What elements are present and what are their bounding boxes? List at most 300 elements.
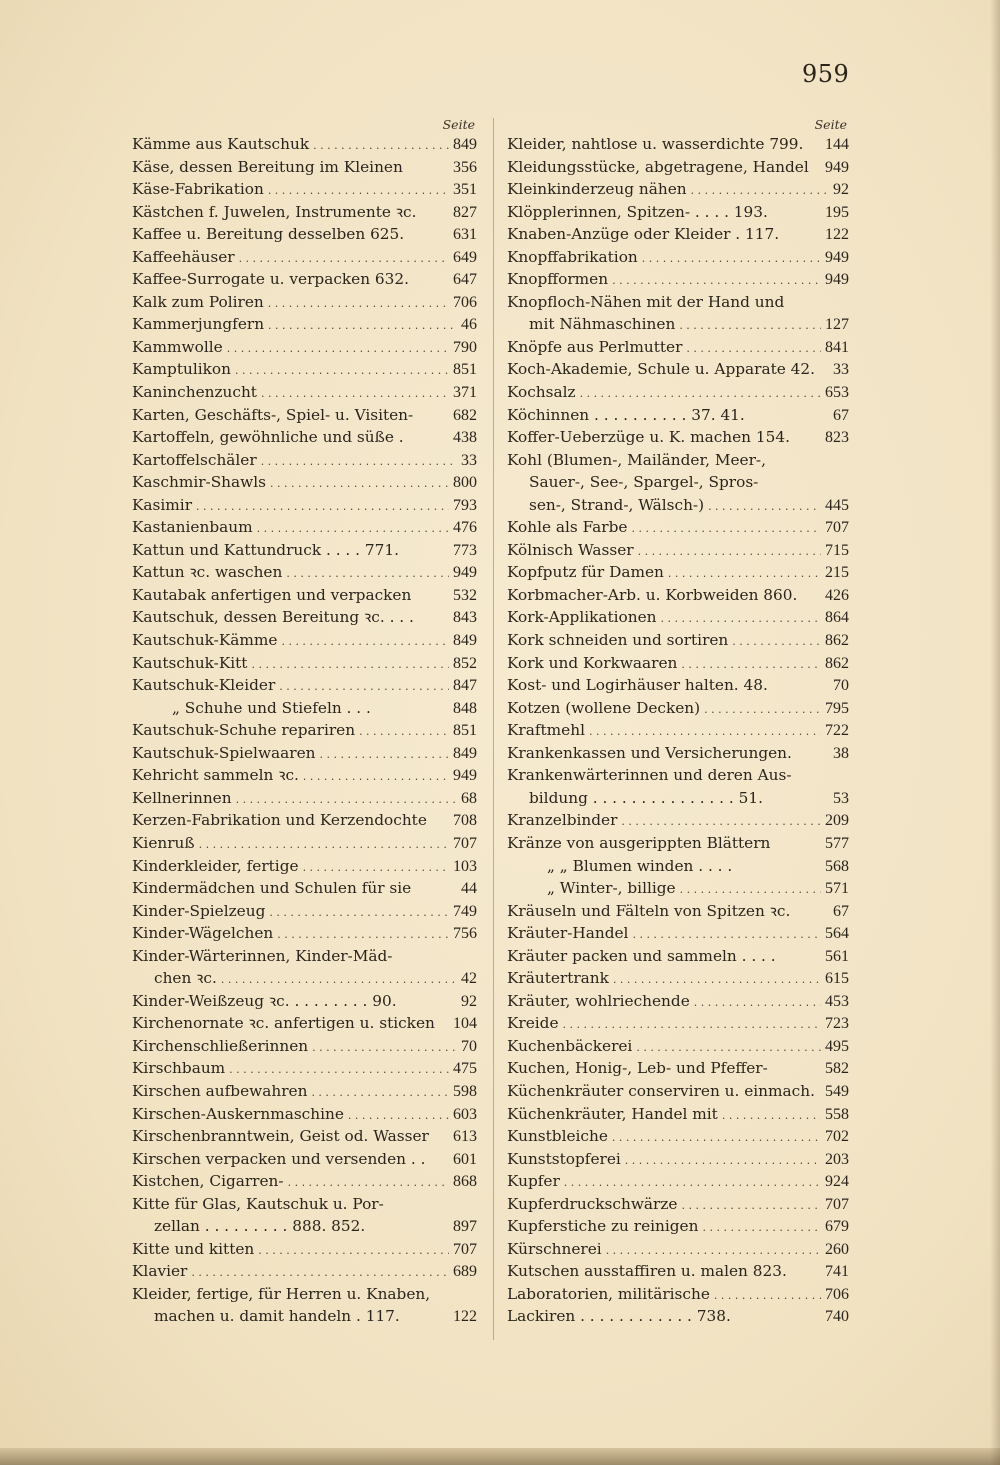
- entry-term: Kautschuk-Kleider: [132, 676, 276, 695]
- entry-term: Knopfloch-Nähen mit der Hand und: [507, 292, 785, 311]
- entry-term: Kreide: [507, 1014, 559, 1033]
- entry-term: Kräuter, wohlriechende: [507, 991, 690, 1010]
- page-reference: 67: [833, 902, 849, 920]
- dot-leader: [679, 313, 821, 336]
- index-entry: [507, 561, 849, 584]
- entry-term: Kupferstiche zu reinigen: [507, 1217, 699, 1236]
- index-entry: [507, 1148, 849, 1171]
- dot-leader: [613, 967, 821, 990]
- dot-leader: [691, 178, 829, 201]
- page-reference: 679: [825, 1218, 849, 1236]
- dot-leader: [702, 1215, 821, 1238]
- index-entry: [507, 1012, 849, 1035]
- entry-term: „ Winter-, billige: [547, 879, 676, 898]
- page-reference: 127: [825, 316, 849, 334]
- page-reference: 215: [825, 564, 849, 582]
- entry-term: Kellnerinnen: [132, 788, 232, 807]
- index-entry: [507, 1283, 849, 1306]
- entry-term: Krankenkassen und Versicherungen.: [507, 743, 792, 762]
- page-reference: 702: [825, 1128, 849, 1146]
- index-entry: [132, 539, 477, 562]
- dot-leader: [236, 787, 457, 810]
- page-reference: 104: [453, 1015, 477, 1033]
- index-entry: [132, 742, 477, 765]
- dot-leader: [268, 178, 449, 201]
- index-entry: [507, 449, 849, 472]
- page-reference: 689: [453, 1263, 477, 1281]
- entry-term: Kutschen ausstaffiren u. malen 823.: [507, 1262, 787, 1281]
- index-entry: [507, 1238, 849, 1261]
- page-reference: 868: [453, 1173, 477, 1191]
- column-header-seite: Seite: [814, 117, 847, 132]
- page-reference: 568: [825, 857, 849, 875]
- page-reference: 848: [453, 699, 477, 717]
- entry-term: Kitte und kitten: [132, 1239, 255, 1258]
- entry-term: Kunststopferei: [507, 1149, 621, 1168]
- index-entry: [132, 652, 477, 675]
- entry-term: Kinder-Spielzeug: [132, 901, 266, 920]
- column-header-seite: Seite: [442, 117, 475, 132]
- page-reference: 740: [825, 1308, 849, 1326]
- page-reference: 800: [453, 474, 477, 492]
- entry-term: Kirschenbranntwein, Geist od. Wasser: [132, 1127, 429, 1146]
- entry-term: Küchenkräuter conserviren u. einmach.: [507, 1081, 815, 1100]
- entry-term: Kautschuk, dessen Bereitung ꝛc. . . .: [132, 608, 414, 627]
- dot-leader: [196, 494, 449, 517]
- index-entry: [507, 178, 849, 201]
- page-reference: 862: [825, 654, 849, 672]
- index-entry: [507, 1080, 849, 1103]
- index-entry: [132, 313, 477, 336]
- page-reference: 949: [825, 158, 849, 176]
- dot-leader: [722, 1103, 821, 1126]
- page-reference: 741: [825, 1263, 849, 1281]
- index-entry: [507, 674, 849, 697]
- entry-term: Kasimir: [132, 495, 192, 514]
- dot-leader: [279, 674, 449, 697]
- entry-term: Kistchen, Cigarren-: [132, 1172, 284, 1191]
- index-entry: [507, 967, 849, 990]
- index-entry: [507, 719, 849, 742]
- page-reference: 598: [453, 1082, 477, 1100]
- index-entry: [507, 516, 849, 539]
- dot-leader: [312, 1035, 457, 1058]
- index-entry: [132, 426, 477, 449]
- page-reference: 841: [825, 338, 849, 356]
- dot-leader: [229, 1057, 449, 1080]
- entry-term: Kautschuk-Kitt: [132, 653, 248, 672]
- page-reference: 426: [825, 586, 849, 604]
- entry-term: Kräutertrank: [507, 969, 609, 988]
- index-entry: [507, 268, 849, 291]
- entry-term: Kirschen verpacken und versenden . .: [132, 1149, 426, 1168]
- index-entry: [132, 494, 477, 517]
- index-entry: [132, 1283, 477, 1306]
- dot-leader: [268, 313, 457, 336]
- entry-term: Kirschbaum: [132, 1059, 226, 1078]
- page-reference: 706: [825, 1285, 849, 1303]
- page-reference: 773: [453, 541, 477, 559]
- page-reference: 723: [825, 1015, 849, 1033]
- entry-term: Koffer-Ueberzüge u. K. machen 154.: [507, 428, 790, 447]
- page-reference: 949: [825, 271, 849, 289]
- entry-term: Sauer-, See-, Spargel-, Spros-: [529, 473, 759, 492]
- entry-term: mit Nähmaschinen: [529, 315, 676, 334]
- page-reference: 707: [825, 519, 849, 537]
- dot-leader: [681, 652, 821, 675]
- index-entry: [507, 1305, 849, 1328]
- index-entry: [507, 742, 849, 765]
- index-entry: [507, 381, 849, 404]
- page-reference: 849: [453, 632, 477, 650]
- page-reference: 351: [453, 181, 477, 199]
- page-reference: 864: [825, 609, 849, 627]
- entry-term: Kleider, fertige, für Herren u. Knaben,: [132, 1284, 431, 1303]
- entry-term: Kleider, nahtlose u. wasserdichte 799.: [507, 135, 804, 153]
- entry-term: Kinder-Weißzeug ꝛc. . . . . . . . . 90.: [132, 991, 397, 1010]
- index-entry: [132, 223, 477, 246]
- entry-term: Kirchenschließerinnen: [132, 1036, 309, 1055]
- index-entry: [132, 1215, 477, 1238]
- dot-leader: [612, 268, 821, 291]
- entry-term: Küchenkräuter, Handel mit: [507, 1104, 718, 1123]
- page-reference: 92: [833, 181, 849, 199]
- page-reference: 851: [453, 361, 477, 379]
- page-reference: 707: [825, 1195, 849, 1213]
- index-entry: [507, 201, 849, 224]
- entry-term: Knaben-Anzüge oder Kleider . 117.: [507, 225, 780, 244]
- page-reference: 647: [453, 271, 477, 289]
- entry-term: Kienruß: [132, 833, 195, 852]
- entry-term: Kochsalz: [507, 383, 576, 402]
- page-reference: 549: [825, 1082, 849, 1100]
- page-reference: 613: [453, 1128, 477, 1146]
- entry-term: Kehricht sammeln ꝛc.: [132, 766, 299, 785]
- entry-term: Kattun ꝛc. waschen: [132, 563, 283, 582]
- index-entry: [507, 291, 849, 314]
- page-reference: 144: [825, 136, 849, 153]
- dot-leader: [281, 629, 449, 652]
- dot-leader: [636, 1035, 821, 1058]
- dot-leader: [621, 809, 821, 832]
- index-entry: [507, 223, 849, 246]
- entry-term: Kinder-Wärterinnen, Kinder-Mäd-: [132, 946, 393, 965]
- page-reference: 949: [825, 248, 849, 266]
- page-reference: 682: [453, 406, 477, 424]
- dot-leader: [668, 561, 821, 584]
- index-entry: [507, 584, 849, 607]
- page-reference: 601: [453, 1150, 477, 1168]
- page-reference: 577: [825, 834, 849, 852]
- entry-term: Kohl (Blumen-, Mailänder, Meer-,: [507, 450, 766, 469]
- entry-term: Kautschuk-Kämme: [132, 631, 278, 650]
- index-entry: [507, 855, 849, 878]
- dot-leader: [612, 1125, 821, 1148]
- page-reference: 707: [453, 834, 477, 852]
- page-reference: 453: [825, 992, 849, 1010]
- page-reference: 847: [453, 677, 477, 695]
- index-entry: [132, 246, 477, 269]
- index-entry: [132, 133, 477, 156]
- dot-leader: [251, 652, 449, 675]
- page-number: 959: [802, 60, 850, 88]
- dot-leader: [199, 832, 449, 855]
- entry-term: Kirschen aufbewahren: [132, 1081, 308, 1100]
- page-reference: 897: [453, 1218, 477, 1236]
- dot-leader: [313, 133, 449, 156]
- entry-term: Köchinnen . . . . . . . . . . 37. 41.: [507, 405, 745, 424]
- dot-leader: [680, 877, 821, 900]
- column-divider: [493, 118, 494, 1340]
- index-entry: [507, 1057, 849, 1080]
- entry-term: „ „ Blumen winden . . . .: [547, 856, 733, 875]
- index-entry: [132, 629, 477, 652]
- page-reference: 849: [453, 744, 477, 762]
- dot-leader: [227, 336, 449, 359]
- entry-term: Kräuter packen und sammeln . . . .: [507, 946, 776, 965]
- page-reference: 564: [825, 925, 849, 943]
- index-entry: [507, 1125, 849, 1148]
- page-reference: 653: [825, 384, 849, 402]
- index-entry: [507, 133, 849, 156]
- entry-term: Kirschen-Auskernmaschine: [132, 1104, 344, 1123]
- page-reference: 722: [825, 722, 849, 740]
- index-entry: [507, 652, 849, 675]
- dot-leader: [235, 358, 449, 381]
- index-entry: [132, 381, 477, 404]
- entry-term: Karten, Geschäfts-, Spiel- u. Visiten-: [132, 405, 414, 424]
- index-entry: [132, 809, 477, 832]
- index-entry: [507, 945, 849, 968]
- index-entry: [507, 404, 849, 427]
- index-entry: [132, 1260, 477, 1283]
- dot-leader: [589, 719, 821, 742]
- index-entry: [507, 1215, 849, 1238]
- entry-term: Kamptulikon: [132, 360, 231, 379]
- page-right-edge: [990, 0, 1000, 1465]
- entry-term: Klöpplerinnen, Spitzen- . . . . 193.: [507, 202, 768, 221]
- index-entry: [507, 246, 849, 269]
- entry-term: Kleidungsstücke, abgetragene, Handel: [507, 157, 809, 176]
- index-entry: [507, 313, 849, 336]
- page-reference: 827: [453, 203, 477, 221]
- index-entry: [507, 1260, 849, 1283]
- index-entry: [507, 156, 849, 179]
- entry-term: Kupfer: [507, 1172, 560, 1191]
- dot-leader: [694, 990, 821, 1013]
- page-reference: 209: [825, 812, 849, 830]
- dot-leader: [221, 967, 457, 990]
- page-reference: 849: [453, 136, 477, 153]
- entry-term: Laboratorien, militärische: [507, 1284, 710, 1303]
- entry-term: Kinderkleider, fertige: [132, 856, 299, 875]
- page-reference: 67: [833, 406, 849, 424]
- page-reference: 949: [453, 767, 477, 785]
- page-reference: 571: [825, 880, 849, 898]
- entry-term: Kämme aus Kautschuk: [132, 135, 310, 153]
- index-entry: [507, 1035, 849, 1058]
- index-entry: [132, 697, 477, 720]
- dot-leader: [625, 1148, 821, 1171]
- index-entry: [507, 471, 849, 494]
- page-reference: 582: [825, 1060, 849, 1078]
- page-reference: 603: [453, 1105, 477, 1123]
- entry-term: Kautschuk-Spielwaaren: [132, 743, 316, 762]
- entry-term: Kirchenornate ꝛc. anfertigen u. sticken: [132, 1014, 435, 1033]
- entry-term: zellan . . . . . . . . . 888. 852.: [154, 1217, 366, 1236]
- entry-term: Knopfformen: [507, 270, 609, 289]
- index-entry: [132, 358, 477, 381]
- entry-list-right: [507, 133, 849, 1328]
- entry-term: Kupferdruckschwärze: [507, 1194, 678, 1213]
- page-reference: 356: [453, 158, 477, 176]
- index-entry: [132, 178, 477, 201]
- entry-term: Koch-Akademie, Schule u. Apparate 42.: [507, 360, 815, 379]
- entry-term: Kohle als Farbe: [507, 518, 628, 537]
- dot-leader: [580, 381, 821, 404]
- dot-leader: [606, 1238, 821, 1261]
- entry-term: Kranzelbinder: [507, 811, 618, 830]
- index-entry: [132, 561, 477, 584]
- index-entry: [507, 336, 849, 359]
- page-reference: 795: [825, 699, 849, 717]
- entry-term: Käse-Fabrikation: [132, 180, 264, 199]
- index-entry: [132, 922, 477, 945]
- index-entry: [132, 1080, 477, 1103]
- entry-term: Kränze von ausgerippten Blättern: [507, 833, 771, 852]
- index-entry: [507, 832, 849, 855]
- entry-term: Klavier: [132, 1262, 188, 1281]
- page-reference: 924: [825, 1173, 849, 1191]
- entry-term: Kaffee u. Bereitung desselben 625.: [132, 225, 405, 244]
- index-entry: [132, 764, 477, 787]
- dot-leader: [277, 922, 449, 945]
- page-reference: 793: [453, 496, 477, 514]
- index-entry: [132, 1170, 477, 1193]
- index-entry: [132, 719, 477, 742]
- dot-leader: [303, 855, 449, 878]
- page-reference: 749: [453, 902, 477, 920]
- entry-term: Kuchen, Honig-, Leb- und Pfeffer-: [507, 1059, 768, 1078]
- entry-term: Lackiren . . . . . . . . . . . . 738.: [507, 1307, 731, 1326]
- index-entry: [132, 1193, 477, 1216]
- index-entry: [132, 967, 477, 990]
- page-reference: 852: [453, 654, 477, 672]
- entry-list-left: [132, 133, 477, 1328]
- entry-term: Kölnisch Wasser: [507, 540, 634, 559]
- index-entry: [507, 922, 849, 945]
- dot-leader: [288, 1170, 449, 1193]
- entry-term: Kautschuk-Schuhe repariren: [132, 721, 356, 740]
- entry-term: Krankenwärterinnen und deren Aus-: [507, 766, 792, 785]
- entry-term: Kürschnerei: [507, 1239, 602, 1258]
- entry-term: Kerzen-Fabrikation und Kerzendochte: [132, 811, 427, 830]
- entry-term: Kästchen f. Juwelen, Instrumente ꝛc.: [132, 202, 417, 221]
- page-reference: 790: [453, 338, 477, 356]
- entry-term: Kautabak anfertigen und verpacken: [132, 585, 412, 604]
- dot-leader: [638, 539, 821, 562]
- entry-term: Kaffee-Surrogate u. verpacken 632.: [132, 270, 409, 289]
- entry-term: Kotzen (wollene Decken): [507, 698, 701, 717]
- entry-term: Kork und Korkwaaren: [507, 653, 678, 672]
- dot-leader: [632, 922, 821, 945]
- page-reference: 38: [833, 744, 849, 762]
- dot-leader: [563, 1012, 821, 1035]
- index-entry: [132, 268, 477, 291]
- dot-leader: [303, 764, 449, 787]
- page-reference: 445: [825, 496, 849, 514]
- index-entry: [132, 1012, 477, 1035]
- entry-term: Kalk zum Poliren: [132, 292, 264, 311]
- index-entry: [132, 1305, 477, 1328]
- page-reference: 122: [825, 226, 849, 244]
- dot-leader: [661, 606, 821, 629]
- entry-term: Kartoffelschäler: [132, 450, 257, 469]
- entry-term: Knopffabrikation: [507, 247, 638, 266]
- index-entry: [507, 990, 849, 1013]
- index-entry: [132, 404, 477, 427]
- page-reference: 53: [833, 789, 849, 807]
- entry-term: Kork schneiden und sortiren: [507, 631, 729, 650]
- index-entry: [132, 1103, 477, 1126]
- index-entry: [507, 629, 849, 652]
- page-reference: 42: [461, 970, 477, 988]
- page-reference: 707: [453, 1240, 477, 1258]
- page-reference: 708: [453, 812, 477, 830]
- entry-term: Korbmacher-Arb. u. Korbweiden 860.: [507, 585, 798, 604]
- index-entry: [507, 1103, 849, 1126]
- page-reference: 68: [461, 789, 477, 807]
- page-reference: 195: [825, 203, 849, 221]
- page-reference: 631: [453, 226, 477, 244]
- index-entry: [132, 336, 477, 359]
- dot-leader: [714, 1283, 821, 1306]
- index-entry: [132, 606, 477, 629]
- page-reference: 44: [461, 880, 477, 898]
- dot-leader: [239, 246, 449, 269]
- page-reference: 706: [453, 293, 477, 311]
- dot-leader: [686, 336, 821, 359]
- entry-term: Kitte für Glas, Kautschuk u. Por-: [132, 1194, 384, 1213]
- page-reference: 33: [461, 451, 477, 469]
- index-entry: [507, 809, 849, 832]
- page-reference: 70: [833, 677, 849, 695]
- index-entry: [507, 697, 849, 720]
- index-entry: [132, 471, 477, 494]
- page-reference: 843: [453, 609, 477, 627]
- page-reference: 532: [453, 586, 477, 604]
- index-entry: [132, 1057, 477, 1080]
- entry-term: chen ꝛc.: [154, 969, 217, 988]
- index-entry: [132, 584, 477, 607]
- entry-term: Knöpfe aus Perlmutter: [507, 337, 683, 356]
- dot-leader: [269, 900, 449, 923]
- page-reference: 649: [453, 248, 477, 266]
- page-reference: 203: [825, 1150, 849, 1168]
- index-entry: [132, 832, 477, 855]
- page-reference: 615: [825, 970, 849, 988]
- page-reference: 715: [825, 541, 849, 559]
- dot-leader: [681, 1193, 821, 1216]
- page-reference: 438: [453, 429, 477, 447]
- page-reference: 260: [825, 1240, 849, 1258]
- page-reference: 949: [453, 564, 477, 582]
- dot-leader: [257, 516, 449, 539]
- entry-term: Käse, dessen Bereitung im Kleinen: [132, 157, 403, 176]
- page-reference: 46: [461, 316, 477, 334]
- dot-leader: [286, 561, 449, 584]
- entry-term: Kastanienbaum: [132, 518, 253, 537]
